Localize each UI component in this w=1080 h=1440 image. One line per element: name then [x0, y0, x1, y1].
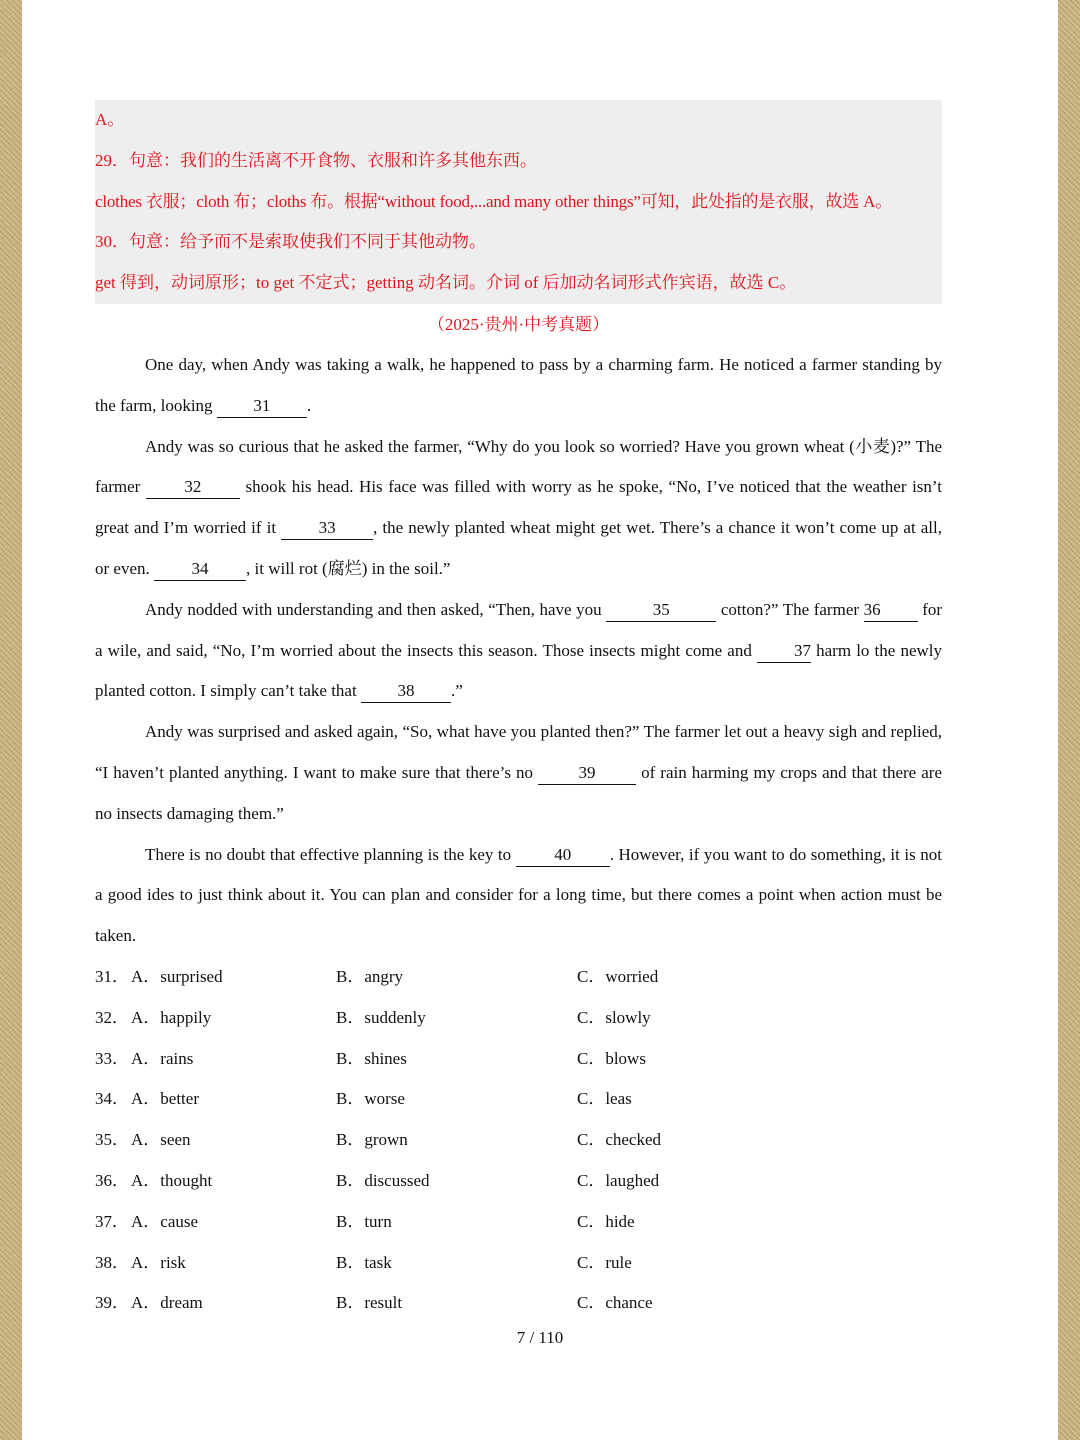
passage-text: for a wile, and said, “No, I’m worried about the insects this season. Those insects might come and: [95, 599, 943, 660]
option-c: C．chance: [577, 1293, 653, 1313]
paragraph-1: [95, 345, 942, 427]
paragraph-5: [95, 835, 942, 957]
option-a: A．better: [131, 1089, 199, 1109]
blank-37: 37: [757, 640, 811, 663]
passage-text: Andy was so curious that he asked the farmer, “Why do you look so worried? Have you grown wheat (小麦)?” The farmer: [95, 436, 942, 497]
option-b: B．result: [336, 1293, 403, 1313]
option-c: C．slowly: [577, 1007, 651, 1027]
option-c: C．laughed: [577, 1170, 660, 1190]
passage-text: , it will rot (腐烂) in the soil.”: [246, 558, 451, 578]
question-number: 39．: [95, 1293, 129, 1313]
option-c: C．hide: [577, 1211, 635, 1231]
passage-text: Andy nodded with understanding and then asked, “Then, have you: [145, 599, 602, 619]
passage-text: One day, when Andy was taking a walk, he happened to pass by a charming farm. He noticed a farmer standing by the farm, looking: [95, 355, 942, 415]
option-b: B．shines: [336, 1048, 407, 1068]
option-row-33: [95, 1039, 942, 1080]
option-b: B．discussed: [336, 1170, 430, 1190]
question-number: 38．: [95, 1252, 129, 1272]
option-b: B．suddenly: [336, 1007, 426, 1027]
option-a: A．dream: [131, 1293, 203, 1313]
answer-line: 29．句意：我们的生活离不开食物、衣服和许多其他东西。: [95, 150, 537, 170]
blank-38: 38: [361, 680, 451, 703]
answer-options: [95, 957, 942, 1324]
blank-31: 31: [217, 395, 307, 418]
paragraph-4: [95, 712, 942, 834]
option-c: C．blows: [577, 1048, 646, 1068]
option-b: B．grown: [336, 1130, 408, 1150]
option-row-34: [95, 1079, 942, 1120]
passage-text: harm lo the newly planted cotton. I simply can’t take that: [95, 640, 943, 701]
page-content: [95, 100, 942, 1324]
paragraph-2: [95, 427, 942, 590]
blank-33: 33: [281, 517, 373, 540]
option-row-36: [95, 1161, 942, 1202]
option-row-39: [95, 1283, 942, 1324]
answer-line: 30．句意：给予而不是索取使我们不同于其他动物。: [95, 232, 486, 252]
option-c: C．checked: [577, 1130, 662, 1150]
option-row-37: [95, 1202, 942, 1243]
question-number: 33．: [95, 1048, 129, 1068]
page-number: 7 / 110: [516, 1328, 564, 1347]
passage-text: Andy was surprised and asked again, “So, what have you planted then?” The farmer let out a heavy sigh and replied, “I haven’t planted anything. I want to make sure that there’s no: [95, 722, 942, 782]
option-a: A．risk: [131, 1252, 186, 1272]
question-number: 36．: [95, 1170, 129, 1190]
option-a: A．seen: [131, 1130, 191, 1150]
option-c: C．worried: [577, 966, 659, 986]
passage-text: .”: [450, 681, 463, 701]
question-number: 35．: [95, 1130, 129, 1150]
option-b: B．angry: [336, 966, 404, 986]
option-b: B．worse: [336, 1089, 405, 1109]
answer-explanation-box: [95, 100, 942, 304]
passage-text: shook his head. His face was filled with worry as he spoke, “No, I’ve noticed that the weather isn’t great and I’m worried if it: [95, 477, 943, 538]
passage-text: of rain harming my crops and that there are no insects damaging them.”: [95, 762, 942, 823]
blank-40: 40: [516, 844, 610, 867]
option-c: C．rule: [577, 1252, 632, 1272]
option-a: A．rains: [131, 1048, 194, 1068]
option-row-38: [95, 1243, 942, 1284]
passage-text: There is no doubt that effective planning is the key to: [145, 844, 512, 864]
option-a: A．thought: [131, 1170, 213, 1190]
source-tag: （2025·贵州·中考真题）: [427, 315, 610, 334]
option-a: A．happily: [131, 1007, 212, 1027]
question-number: 32．: [95, 1007, 129, 1027]
option-row-31: [95, 957, 942, 998]
question-number: 31．: [95, 966, 129, 986]
blank-34: 34: [154, 558, 246, 581]
blank-39: 39: [538, 762, 636, 785]
passage-text: .: [306, 395, 312, 415]
option-c: C．leas: [577, 1089, 632, 1109]
paragraph-3: [95, 590, 942, 712]
option-row-32: [95, 998, 942, 1039]
cloze-passage: [95, 345, 942, 957]
passage-text: . However, if you want to do something, it is not a good ides to just think about it. You can plan and consider for a long time, but there comes a point when action must be taken.: [95, 844, 942, 946]
passage-text: , the newly planted wheat might get wet. There’s a chance it won’t come up at all, or even.: [95, 518, 943, 578]
option-b: B．task: [336, 1252, 392, 1272]
option-row-35: [95, 1120, 942, 1161]
passage-text: cotton?” The farmer: [720, 599, 860, 619]
answer-line: get 得到，动词原形；to get 不定式；getting 动名词。介词 of 后加动名词形式作宾语，故选 C。: [95, 273, 797, 293]
question-number: 34．: [95, 1089, 129, 1109]
blank-35: 35: [606, 599, 716, 622]
option-a: A．cause: [131, 1211, 199, 1231]
question-number: 37．: [95, 1211, 129, 1231]
option-a: A．surprised: [131, 966, 223, 986]
blank-36: 36: [864, 599, 918, 622]
answer-line: clothes 衣服；cloth 布；cloths 布。根据“without food,...and many other things”可知，此处指的是衣服，故选 A。: [95, 191, 893, 211]
blank-32: 32: [146, 476, 240, 499]
option-b: B．turn: [336, 1211, 392, 1231]
answer-line: A。: [95, 110, 125, 129]
